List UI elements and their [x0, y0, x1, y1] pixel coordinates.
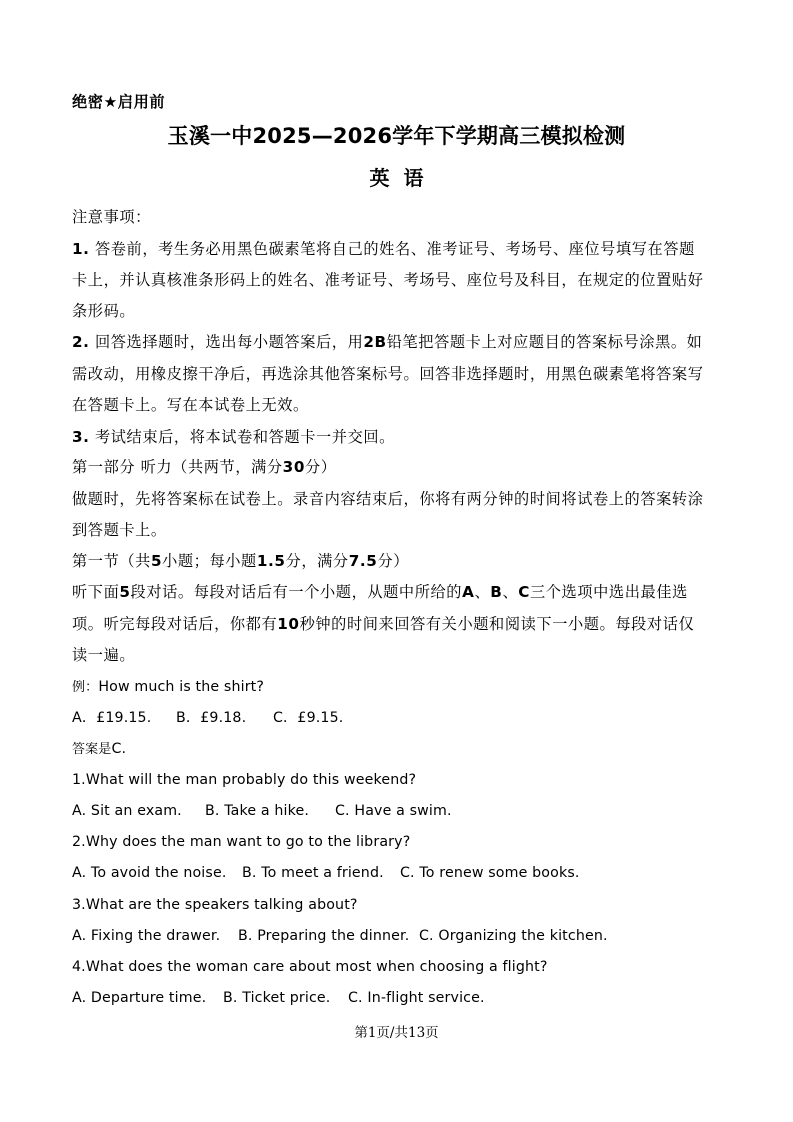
section-1-heading — [72, 551, 409, 571]
note-2-text-1c: 铅笔把答题卡上对应题目的答案标号涂黑。如 — [386, 333, 703, 351]
page-footer — [0, 1024, 793, 1042]
example-label: 例： — [72, 680, 99, 695]
q2-option-b: B. To meet a friend. — [242, 865, 384, 881]
note-3-number: 3. — [72, 428, 90, 446]
part-1-score: 30 — [282, 458, 306, 476]
part-1-intro-1: 做题时，先将答案标在试卷上。录音内容结束后，你将有两分钟的时间将试卷上的答案转涂 — [72, 490, 704, 508]
example-question — [72, 677, 264, 698]
note-2-line-2: 需改动，用橡皮擦干净后，再选涂其他答案标号。回答非选择题时，用黑色碳素笔将答案写 — [72, 365, 704, 383]
question-1-options — [72, 801, 452, 821]
part-1-heading — [72, 457, 337, 477]
s1-i1e: 、 — [474, 583, 491, 601]
section-1-intro-1 — [72, 582, 688, 602]
s1-i1h: C — [518, 583, 530, 601]
s1-i1d: A — [462, 583, 475, 601]
question-3: 3.What are the speakers talking about? — [72, 897, 358, 913]
example-option-b: B．£9.18. — [176, 710, 247, 726]
note-1-line-2: 卡上，并认真核准条形码上的姓名、准考证号、考场号、座位号及科目，在规定的位置贴好 — [72, 271, 704, 289]
part-1-heading-c: 分） — [305, 458, 337, 476]
s1-i1f: B — [490, 583, 503, 601]
example-answer-value: C. — [111, 741, 127, 757]
section-1-count: 5 — [150, 552, 163, 570]
example-answer — [72, 739, 126, 760]
note-2-line-3: 在答题卡上。写在本试卷上无效。 — [72, 396, 309, 414]
example-option-c: C．£9.15. — [273, 710, 344, 726]
note-3-text-1: 考试结束后，将本试卷和答题卡一并交回。 — [94, 428, 395, 446]
section-1-intro-3: 读一遍。 — [72, 646, 136, 664]
q3-option-c: C. Organizing the kitchen. — [419, 928, 608, 944]
q3-option-b: B. Preparing the dinner. — [238, 928, 410, 944]
note-3-line-1 — [72, 427, 395, 447]
q4-option-b: B. Ticket price. — [223, 990, 331, 1006]
footer-total-pages: 13 — [407, 1025, 426, 1041]
question-2-options — [72, 863, 580, 883]
s1-i2a: 项。听完每段对话后，你都有 — [72, 615, 278, 633]
q2-option-c: C. To renew some books. — [400, 865, 580, 881]
section-1-total: 7.5 — [348, 552, 378, 570]
example-option-a: A．£19.15. — [72, 710, 152, 726]
s1-i2b: 10 — [277, 615, 300, 633]
q1-option-a: A. Sit an exam. — [72, 803, 182, 819]
q4-option-a: A. Departure time. — [72, 990, 207, 1006]
s1-i1g: 、 — [502, 583, 519, 601]
q1-option-c: C. Have a swim. — [335, 803, 452, 819]
note-2-pencil: 2B — [363, 333, 387, 351]
notes-heading: 注意事项： — [72, 208, 151, 226]
section-1-intro-2 — [72, 614, 694, 634]
question-4: 4.What does the woman care about most when choosing a flight? — [72, 959, 548, 975]
footer-a: 第 — [354, 1025, 368, 1041]
q1-option-b: B. Take a hike. — [205, 803, 310, 819]
note-2-line-1 — [72, 332, 702, 352]
section-1-heading-c: 小题；每小题 — [162, 552, 257, 570]
part-1-intro-2: 到答题卡上。 — [72, 521, 167, 539]
question-4-options — [72, 988, 485, 1008]
footer-c: 页/共 — [376, 1025, 408, 1041]
note-1-text-1: 答卷前，考生务必用黑色碳素笔将自己的姓名、准考证号、考场号、座位号填写在答题 — [94, 240, 695, 258]
question-3-options — [72, 926, 608, 946]
section-1-heading-e: 分，满分 — [285, 552, 349, 570]
note-2-number: 2. — [72, 333, 90, 351]
note-1-line-1 — [72, 239, 695, 259]
s1-i1i: 三个选项中选出最佳选 — [529, 583, 688, 601]
note-2-text-1a: 回答选择题时，选出每小题答案后，用 — [94, 333, 364, 351]
q3-option-a: A. Fixing the drawer. — [72, 928, 221, 944]
s1-i1b: 5 — [119, 583, 131, 601]
example-options — [72, 708, 343, 728]
section-1-per-score: 1.5 — [256, 552, 286, 570]
q2-option-a: A. To avoid the noise. — [72, 865, 227, 881]
exam-title: 玉溪一中2025—2026学年下学期高三模拟检测 — [167, 124, 626, 148]
example-answer-label: 答案是 — [72, 742, 112, 757]
q4-option-c: C. In-flight service. — [348, 990, 485, 1006]
note-1-line-3: 条形码。 — [72, 302, 136, 320]
footer-e: 页 — [425, 1025, 439, 1041]
footer-current-page: 1 — [367, 1025, 377, 1041]
s1-i1a: 听下面 — [72, 583, 120, 601]
subject-title: 英语 — [369, 166, 438, 190]
s1-i2c: 秒钟的时间来回答有关小题和阅读下一小题。每段对话仅 — [299, 615, 695, 633]
note-1-number: 1. — [72, 240, 90, 258]
question-1: 1.What will the man probably do this weekend? — [72, 772, 417, 788]
confidential-mark: 绝密★启用前 — [72, 93, 166, 111]
part-1-heading-a: 第一部分 听力（共两节，满分 — [72, 458, 283, 476]
section-1-heading-g: 分） — [377, 552, 410, 570]
section-1-heading-a: 第一节（共 — [72, 552, 151, 570]
example-question-text: How much is the shirt? — [98, 679, 265, 695]
question-2: 2.Why does the man want to go to the library? — [72, 834, 411, 850]
s1-i1c: 段对话。每段对话后有一个小题，从题中所给的 — [130, 583, 463, 601]
